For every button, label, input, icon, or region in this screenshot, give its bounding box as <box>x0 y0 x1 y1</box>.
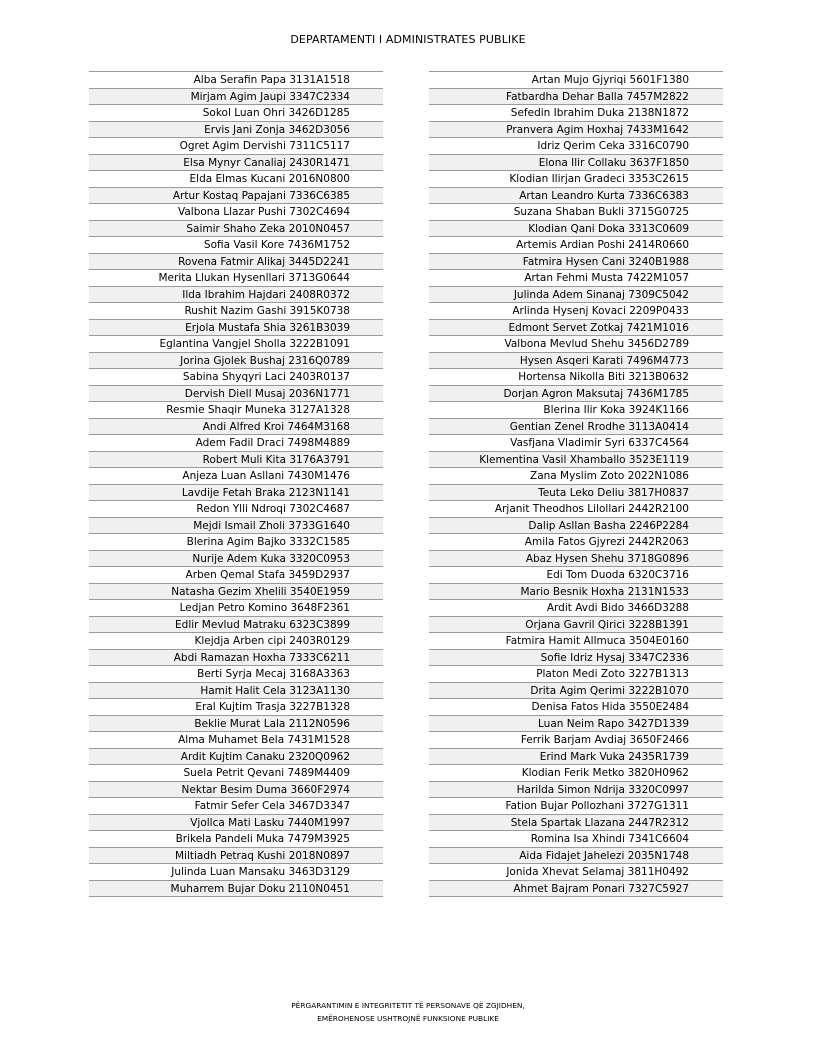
list-item: Fatmir Sefer Cela 3467D3347 <box>89 798 383 815</box>
list-item: Mirjam Agim Jaupi 3347C2334 <box>89 89 383 106</box>
list-item: Merita Llukan Hysenllari 3713G0644 <box>89 270 383 287</box>
footer-line-1: PËRGARANTIMIN E INTEGRITETIT TË PERSONAVE QË ZGJIDHEN, <box>291 1001 525 1010</box>
list-item: Muharrem Bujar Doku 2110N0451 <box>89 881 383 898</box>
list-item: Klodian Qani Doka 3313C0609 <box>429 221 723 238</box>
list-item: Edlir Mevlud Matraku 6323C3899 <box>89 617 383 634</box>
list-item: Abaz Hysen Shehu 3718G0896 <box>429 551 723 568</box>
list-item: Klementina Vasil Xhamballo 3523E1119 <box>429 452 723 469</box>
list-item: Ardit Avdi Bido 3466D3288 <box>429 600 723 617</box>
list-item: Gentian Zenel Rrodhe 3113A0414 <box>429 419 723 436</box>
list-item: Alma Muhamet Bela 7431M1528 <box>89 732 383 749</box>
list-item: Amila Fatos Gjyrezi 2442R2063 <box>429 534 723 551</box>
list-item: Blerina Agim Bajko 3332C1585 <box>89 534 383 551</box>
list-item: Suela Petrit Qevani 7489M4409 <box>89 765 383 782</box>
list-item: Ahmet Bajram Ponari 7327C5927 <box>429 881 723 898</box>
list-item: Ogret Agim Dervishi 7311C5117 <box>89 138 383 155</box>
list-item: Julinda Luan Mansaku 3463D3129 <box>89 864 383 881</box>
list-item: Dalip Asllan Basha 2246P2284 <box>429 518 723 535</box>
list-item: Nektar Besim Duma 3660F2974 <box>89 782 383 799</box>
list-item: Beklie Murat Lala 2112N0596 <box>89 716 383 733</box>
list-item: Valbona Mevlud Shehu 3456D2789 <box>429 336 723 353</box>
list-item: Sokol Luan Ohri 3426D1285 <box>89 105 383 122</box>
list-item: Adem Fadil Draci 7498M4889 <box>89 435 383 452</box>
list-item: Artur Kostaq Papajani 7336C6385 <box>89 188 383 205</box>
list-item: Saimir Shaho Zeka 2010N0457 <box>89 221 383 238</box>
list-item: Alba Serafin Papa 3131A1518 <box>89 72 383 89</box>
list-item: Dervish Diell Musaj 2036N1771 <box>89 386 383 403</box>
list-item: Aida Fidajet Jahelezi 2035N1748 <box>429 848 723 865</box>
list-item: Klodian Ilirjan Gradeci 3353C2615 <box>429 171 723 188</box>
list-item: Sabina Shyqyri Laci 2403R0137 <box>89 369 383 386</box>
list-item: Eglantina Vangjel Sholla 3222B1091 <box>89 336 383 353</box>
list-item: Abdi Ramazan Hoxha 7333C6211 <box>89 650 383 667</box>
list-item: Fatmira Hysen Cani 3240B1988 <box>429 254 723 271</box>
list-item: Berti Syrja Mecaj 3168A3363 <box>89 666 383 683</box>
list-item: Julinda Adem Sinanaj 7309C5042 <box>429 287 723 304</box>
list-item: Arben Qemal Stafa 3459D2937 <box>89 567 383 584</box>
list-item: Jonida Xhevat Selamaj 3811H0492 <box>429 864 723 881</box>
list-item: Elona Ilir Collaku 3637F1850 <box>429 155 723 172</box>
list-item: Rushit Nazim Gashi 3915K0738 <box>89 303 383 320</box>
list-item: Ardit Kujtim Canaku 2320Q0962 <box>89 749 383 766</box>
list-item: Lavdije Fetah Braka 2123N1141 <box>89 485 383 502</box>
list-item: Edmont Servet Zotkaj 7421M1016 <box>429 320 723 337</box>
list-item: Andi Alfred Kroi 7464M3168 <box>89 419 383 436</box>
list-item: Luan Neim Rapo 3427D1339 <box>429 716 723 733</box>
list-item: Pranvera Agim Hoxhaj 7433M1642 <box>429 122 723 139</box>
list-item: Artemis Ardian Poshi 2414R0660 <box>429 237 723 254</box>
list-item: Resmie Shaqir Muneka 3127A1328 <box>89 402 383 419</box>
list-item: Artan Mujo Gjyriqi 5601F1380 <box>429 72 723 89</box>
list-item: Sofie Idriz Hysaj 3347C2336 <box>429 650 723 667</box>
list-item: Idriz Qerim Ceka 3316C0790 <box>429 138 723 155</box>
footer <box>0 999 816 1025</box>
footer-line-2: EMËROHENOSE USHTROJNË FUNKSIONE PUBLIKE <box>317 1014 499 1023</box>
list-item: Sofia Vasil Kore 7436M1752 <box>89 237 383 254</box>
list-item: Teuta Leko Deliu 3817H0837 <box>429 485 723 502</box>
list-item: Hortensa Nikolla Biti 3213B0632 <box>429 369 723 386</box>
list-item: Fation Bujar Pollozhani 3727G1311 <box>429 798 723 815</box>
list-item: Dorjan Agron Maksutaj 7436M1785 <box>429 386 723 403</box>
list-item: Ferrik Barjam Avdiaj 3650F2466 <box>429 732 723 749</box>
list-item: Drita Agim Qerimi 3222B1070 <box>429 683 723 700</box>
list-item: Klejdja Arben cipi 2403R0129 <box>89 633 383 650</box>
list-item: Nurije Adem Kuka 3320C0953 <box>89 551 383 568</box>
list-item: Zana Myslim Zoto 2022N1086 <box>429 468 723 485</box>
list-item: Ilda Ibrahim Hajdari 2408R0372 <box>89 287 383 304</box>
list-item: Anjeza Luan Asllani 7430M1476 <box>89 468 383 485</box>
left-name-list <box>89 71 383 897</box>
list-item: Platon Medi Zoto 3227B1313 <box>429 666 723 683</box>
list-item: Hysen Asqeri Karati 7496M4773 <box>429 353 723 370</box>
list-item: Hamit Halit Cela 3123A1130 <box>89 683 383 700</box>
list-item: Blerina Ilir Koka 3924K1166 <box>429 402 723 419</box>
list-item: Suzana Shaban Bukli 3715G0725 <box>429 204 723 221</box>
list-item: Stela Spartak Llazana 2447R2312 <box>429 815 723 832</box>
list-item: Rovena Fatmir Alikaj 3445D2241 <box>89 254 383 271</box>
list-item: Klodian Ferik Metko 3820H0962 <box>429 765 723 782</box>
list-item: Miltiadh Petraq Kushi 2018N0897 <box>89 848 383 865</box>
list-item: Romina Isa Xhindi 7341C6604 <box>429 831 723 848</box>
list-item: Vjollca Mati Lasku 7440M1997 <box>89 815 383 832</box>
list-item: Brikela Pandeli Muka 7479M3925 <box>89 831 383 848</box>
right-name-list <box>429 71 723 897</box>
list-item: Jorina Gjolek Bushaj 2316Q0789 <box>89 353 383 370</box>
list-item: Robert Muli Kita 3176A3791 <box>89 452 383 469</box>
list-item: Vasfjana Vladimir Syri 6337C4564 <box>429 435 723 452</box>
list-item: Erind Mark Vuka 2435R1739 <box>429 749 723 766</box>
list-item: Sefedin Ibrahim Duka 2138N1872 <box>429 105 723 122</box>
list-item: Arlinda Hysenj Kovaci 2209P0433 <box>429 303 723 320</box>
list-item: Fatbardha Dehar Balla 7457M2822 <box>429 89 723 106</box>
page-title: DEPARTAMENTI I ADMINISTRATES PUBLIKE <box>290 33 526 46</box>
list-item: Elda Elmas Kucani 2016N0800 <box>89 171 383 188</box>
list-item: Redon Ylli Ndroqi 7302C4687 <box>89 501 383 518</box>
list-item: Fatmira Hamit Allmuca 3504E0160 <box>429 633 723 650</box>
list-item: Natasha Gezim Xhelili 3540E1959 <box>89 584 383 601</box>
list-item: Edi Tom Duoda 6320C3716 <box>429 567 723 584</box>
list-item: Valbona Llazar Pushi 7302C4694 <box>89 204 383 221</box>
list-item: Artan Leandro Kurta 7336C6383 <box>429 188 723 205</box>
list-item: Orjana Gavril Qirici 3228B1391 <box>429 617 723 634</box>
list-item: Mario Besnik Hoxha 2131N1533 <box>429 584 723 601</box>
list-item: Harilda Simon Ndrija 3320C0997 <box>429 782 723 799</box>
list-item: Mejdi Ismail Zholi 3733G1640 <box>89 518 383 535</box>
list-item: Arjanit Theodhos Lilollari 2442R2100 <box>429 501 723 518</box>
list-item: Ervis Jani Zonja 3462D3056 <box>89 122 383 139</box>
list-item: Artan Fehmi Musta 7422M1057 <box>429 270 723 287</box>
list-item: Ledjan Petro Komino 3648F2361 <box>89 600 383 617</box>
list-item: Denisa Fatos Hida 3550E2484 <box>429 699 723 716</box>
list-item: Erjola Mustafa Shia 3261B3039 <box>89 320 383 337</box>
list-item: Elsa Mynyr Canaliaj 2430R1471 <box>89 155 383 172</box>
list-item: Eral Kujtim Trasja 3227B1328 <box>89 699 383 716</box>
